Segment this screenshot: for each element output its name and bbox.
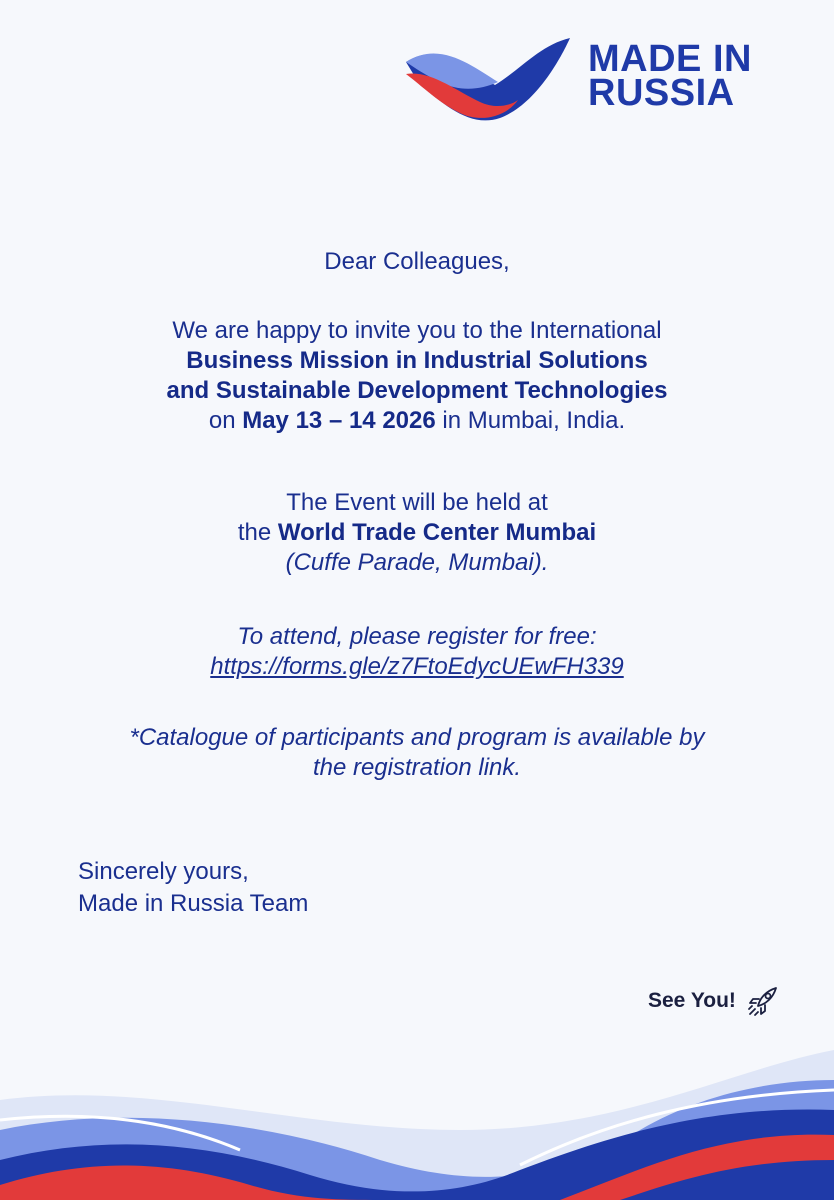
closing-line-2: Made in Russia Team [78,890,309,917]
catalogue-line-2: the registration link. [312,754,522,781]
venue-intro: The Event will be held at [286,489,548,516]
decorative-waves [0,1010,834,1200]
venue-name: World Trade Center Mumbai [277,519,597,546]
catalogue-note [0,723,834,783]
wave-logo-icon [400,30,580,125]
event-dates: May 13 – 14 2026 [242,407,436,434]
logo-wordmark [588,38,752,114]
catalogue-line-1: *Catalogue of participants and program is available by [129,724,705,751]
greeting: Dear Colleagues, [324,248,510,275]
venue-address: (Cuffe Parade, Mumbai). [285,549,549,576]
dates-prefix: on [208,407,236,434]
made-in-russia-logo [400,30,800,125]
closing-line-1: Sincerely yours, [78,858,249,885]
mission-title-line-2: and Sustainable Development Technologies [166,377,668,404]
dates-suffix: in Mumbai, India. [442,407,626,434]
logo-line-1: MADE IN [588,38,752,80]
logo-line-2: RUSSIA [588,72,735,114]
venue-paragraph [0,488,834,578]
mission-title-line-1: Business Mission in Industrial Solutions [186,347,648,374]
invite-intro: We are happy to invite you to the International [172,317,662,344]
venue-prefix: the [237,519,272,546]
see-you-text: See You! [648,989,736,1012]
venue-line [0,518,834,548]
event-dates-line [0,406,834,436]
registration-link[interactable]: https://forms.gle/z7FtoEdycUEwFH339 [210,653,624,680]
invitation-paragraph [0,316,834,436]
closing-signature [78,856,308,920]
register-text: To attend, please register for free: [237,623,597,650]
registration-paragraph [0,622,834,682]
